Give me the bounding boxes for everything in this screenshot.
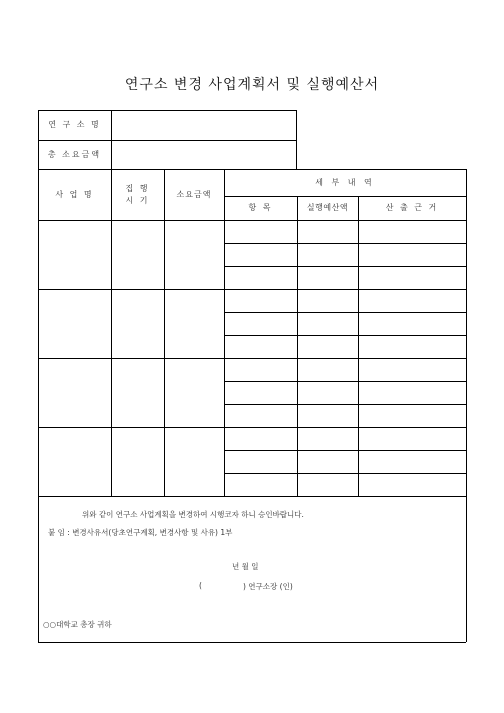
recipient-text: ○○대학교 총장 귀하 xyxy=(43,620,112,629)
total-budget-label: 총 소요금액 xyxy=(47,149,102,159)
attachment-line xyxy=(48,527,232,538)
basis-label: 산 출 근 거 xyxy=(385,203,439,212)
institute-name-label: 연 구 소 명 xyxy=(48,120,101,129)
page-title: 연구소 변경 사업계획서 및 실행예산서 xyxy=(124,77,380,93)
attachment-label: 붙 임 : xyxy=(48,528,70,537)
sign-open: ( xyxy=(199,581,202,590)
exec-period-line2: 시 기 xyxy=(125,195,150,205)
exec-period-label xyxy=(111,169,164,220)
sign-line: ) 연구소장 (인) xyxy=(243,582,293,591)
required-amount-label: 소요금액 xyxy=(176,189,212,199)
date-line: 년 월 일 xyxy=(232,562,259,571)
attachment-text: 변경사유서(당초연구계획, 변경사항 및 사유) 1부 xyxy=(72,528,233,537)
details-label: 세 부 내 역 xyxy=(315,177,375,187)
statement-text: 위와 같이 연구소 사업계획을 변경하여 시행코자 하니 승인바랍니다. xyxy=(82,510,304,519)
item-label: 항 목 xyxy=(248,203,273,212)
project-name-label: 사 업 명 xyxy=(55,189,94,199)
exec-budget-label: 실행예산액 xyxy=(306,203,349,212)
exec-period-line1: 집 행 xyxy=(125,183,150,193)
